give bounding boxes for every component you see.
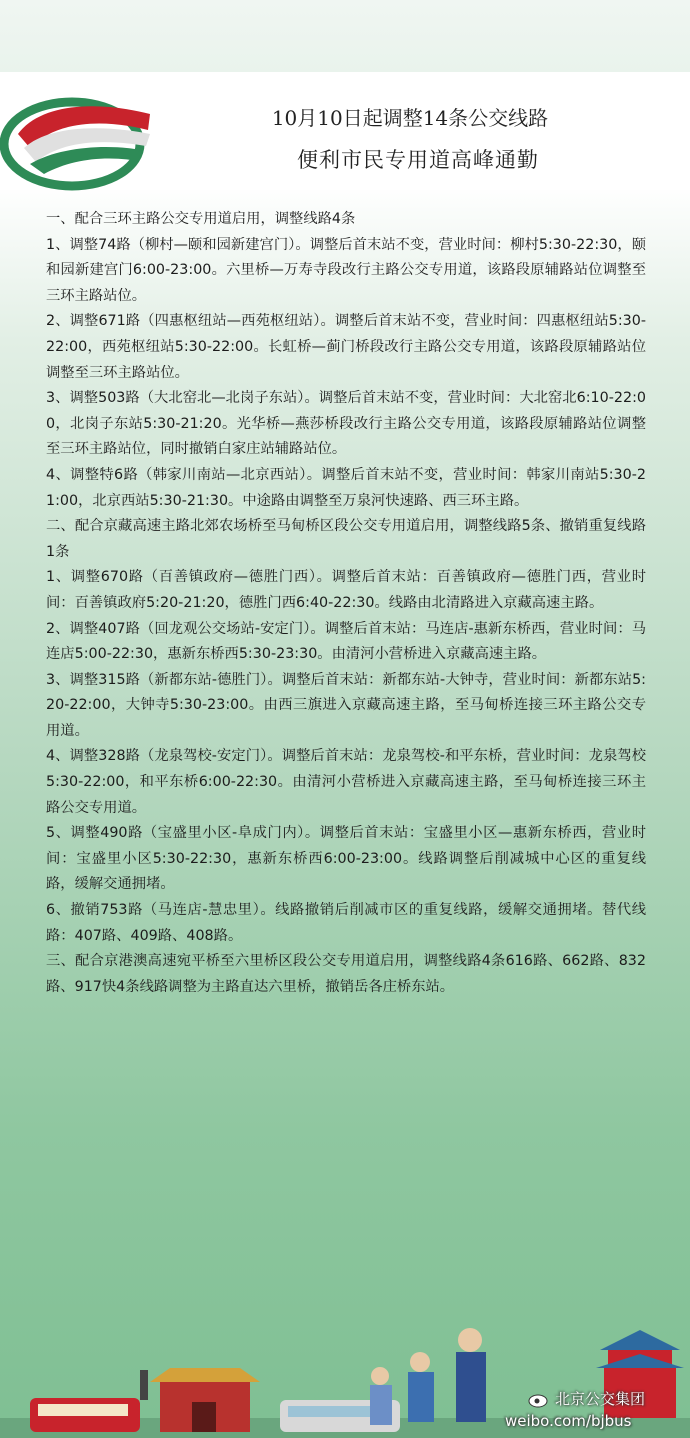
notice-paragraph: 3、调整503路（大北窑北—北岗子东站）。调整后首末站不变，营业时间：大北窑北6:10-22:00，北岗子东站5:30-21:20。光华桥—燕莎桥段改行主路公交专用道，该路段原辅路站位调整至三环主路站位，同时撤销白家庄站辅路站位。 bbox=[46, 390, 646, 458]
notice-paragraph: 3、调整315路（新都东站-德胜门）。调整后首末站：新都东站-大钟寺，营业时间：新都东站5:20-22:00，大钟寺5:30-23:00。由西三旗进入京藏高速主路，至马甸桥连接三环主路公交专用道。 bbox=[46, 671, 646, 739]
notice-paragraph: 6、撤销753路（马连店-慧忠里）。线路撤销后削减市区的重复线路，缓解交通拥堵。替代线路：407路、409路、408路。 bbox=[46, 902, 646, 944]
page-title-line2: 便利市民专用道高峰通勤 bbox=[297, 148, 539, 172]
section-heading: 一、配合三环主路公交专用道启用，调整线路4条 bbox=[46, 211, 356, 227]
watermark-name: 北京公交集团 bbox=[555, 1390, 646, 1408]
weibo-icon bbox=[528, 1390, 550, 1408]
notice-paragraph: 1、调整670路（百善镇政府—德胜门西）。调整后首末站：百善镇政府—德胜门西，营业时间：百善镇政府5:20-21:20，德胜门西6:40-22:30。线路由北清路进入京藏高速主路。 bbox=[46, 569, 646, 611]
bus-logo bbox=[0, 82, 160, 192]
notice-paragraph: 4、调整特6路（韩家川南站—北京西站）。调整后首末站不变，营业时间：韩家川南站5:30-21:00，北京西站5:30-21:30。中途路由调整至万泉河快速路、西三环主路。 bbox=[46, 466, 646, 509]
page-title-line1: 10月10日起调整14条公交线路 bbox=[271, 106, 549, 130]
notice-paragraph: 5、调整490路（宝盛里小区-阜成门内）。调整后首末站：宝盛里小区—惠新东桥西，营业时间：宝盛里小区5:30-22:30，惠新东桥西6:00-23:00。线路调整后削减城中心区的重复线路，缓解交通拥堵。 bbox=[46, 825, 646, 893]
notice-body bbox=[46, 207, 646, 1000]
notice-paragraph: 1、调整74路（柳村—颐和园新建宫门）。调整后首末站不变，营业时间：柳村5:30-22:30，颐和园新建宫门6:00-23:00。六里桥—万寿寺段改行主路公交专用道，该路段原辅路站位调整至三环主路站位。 bbox=[46, 236, 646, 304]
top-band bbox=[0, 0, 690, 72]
notice-paragraph: 2、调整671路（四惠枢纽站—西苑枢纽站）。调整后首末站不变，营业时间：四惠枢纽站5:30-22:00，西苑枢纽站5:30-22:00。长虹桥—蓟门桥段改行主路公交专用道，该路段原辅路站位调整至三环主路站位。 bbox=[46, 313, 646, 381]
notice-paragraph: 2、调整407路（回龙观公交场站-安定门）。调整后首末站：马连店-惠新东桥西，营业时间：马连店5:00-22:30，惠新东桥西5:30-23:30。由清河小营桥进入京藏高速主路。 bbox=[46, 620, 646, 663]
section-heading: 二、配合京藏高速主路北郊农场桥至马甸桥区段公交专用道启用，调整线路5条、撤销重复线路1条 bbox=[46, 518, 646, 560]
watermark-url: weibo.com/bjbus bbox=[505, 1412, 632, 1430]
section-heading: 三、配合京港澳高速宛平桥至六里桥区段公交专用道启用，调整线路4条616路、662路、832路、917快4条线路调整为主路直达六里桥，撤销岳各庄桥东站。 bbox=[46, 953, 646, 995]
notice-paragraph: 4、调整328路（龙泉驾校-安定门）。调整后首末站：龙泉驾校-和平东桥，营业时间：龙泉驾校5:30-22:00，和平东桥6:00-22:30。由清河小营桥进入京藏高速主路，至马甸桥连接三环主路公交专用道。 bbox=[46, 748, 646, 816]
